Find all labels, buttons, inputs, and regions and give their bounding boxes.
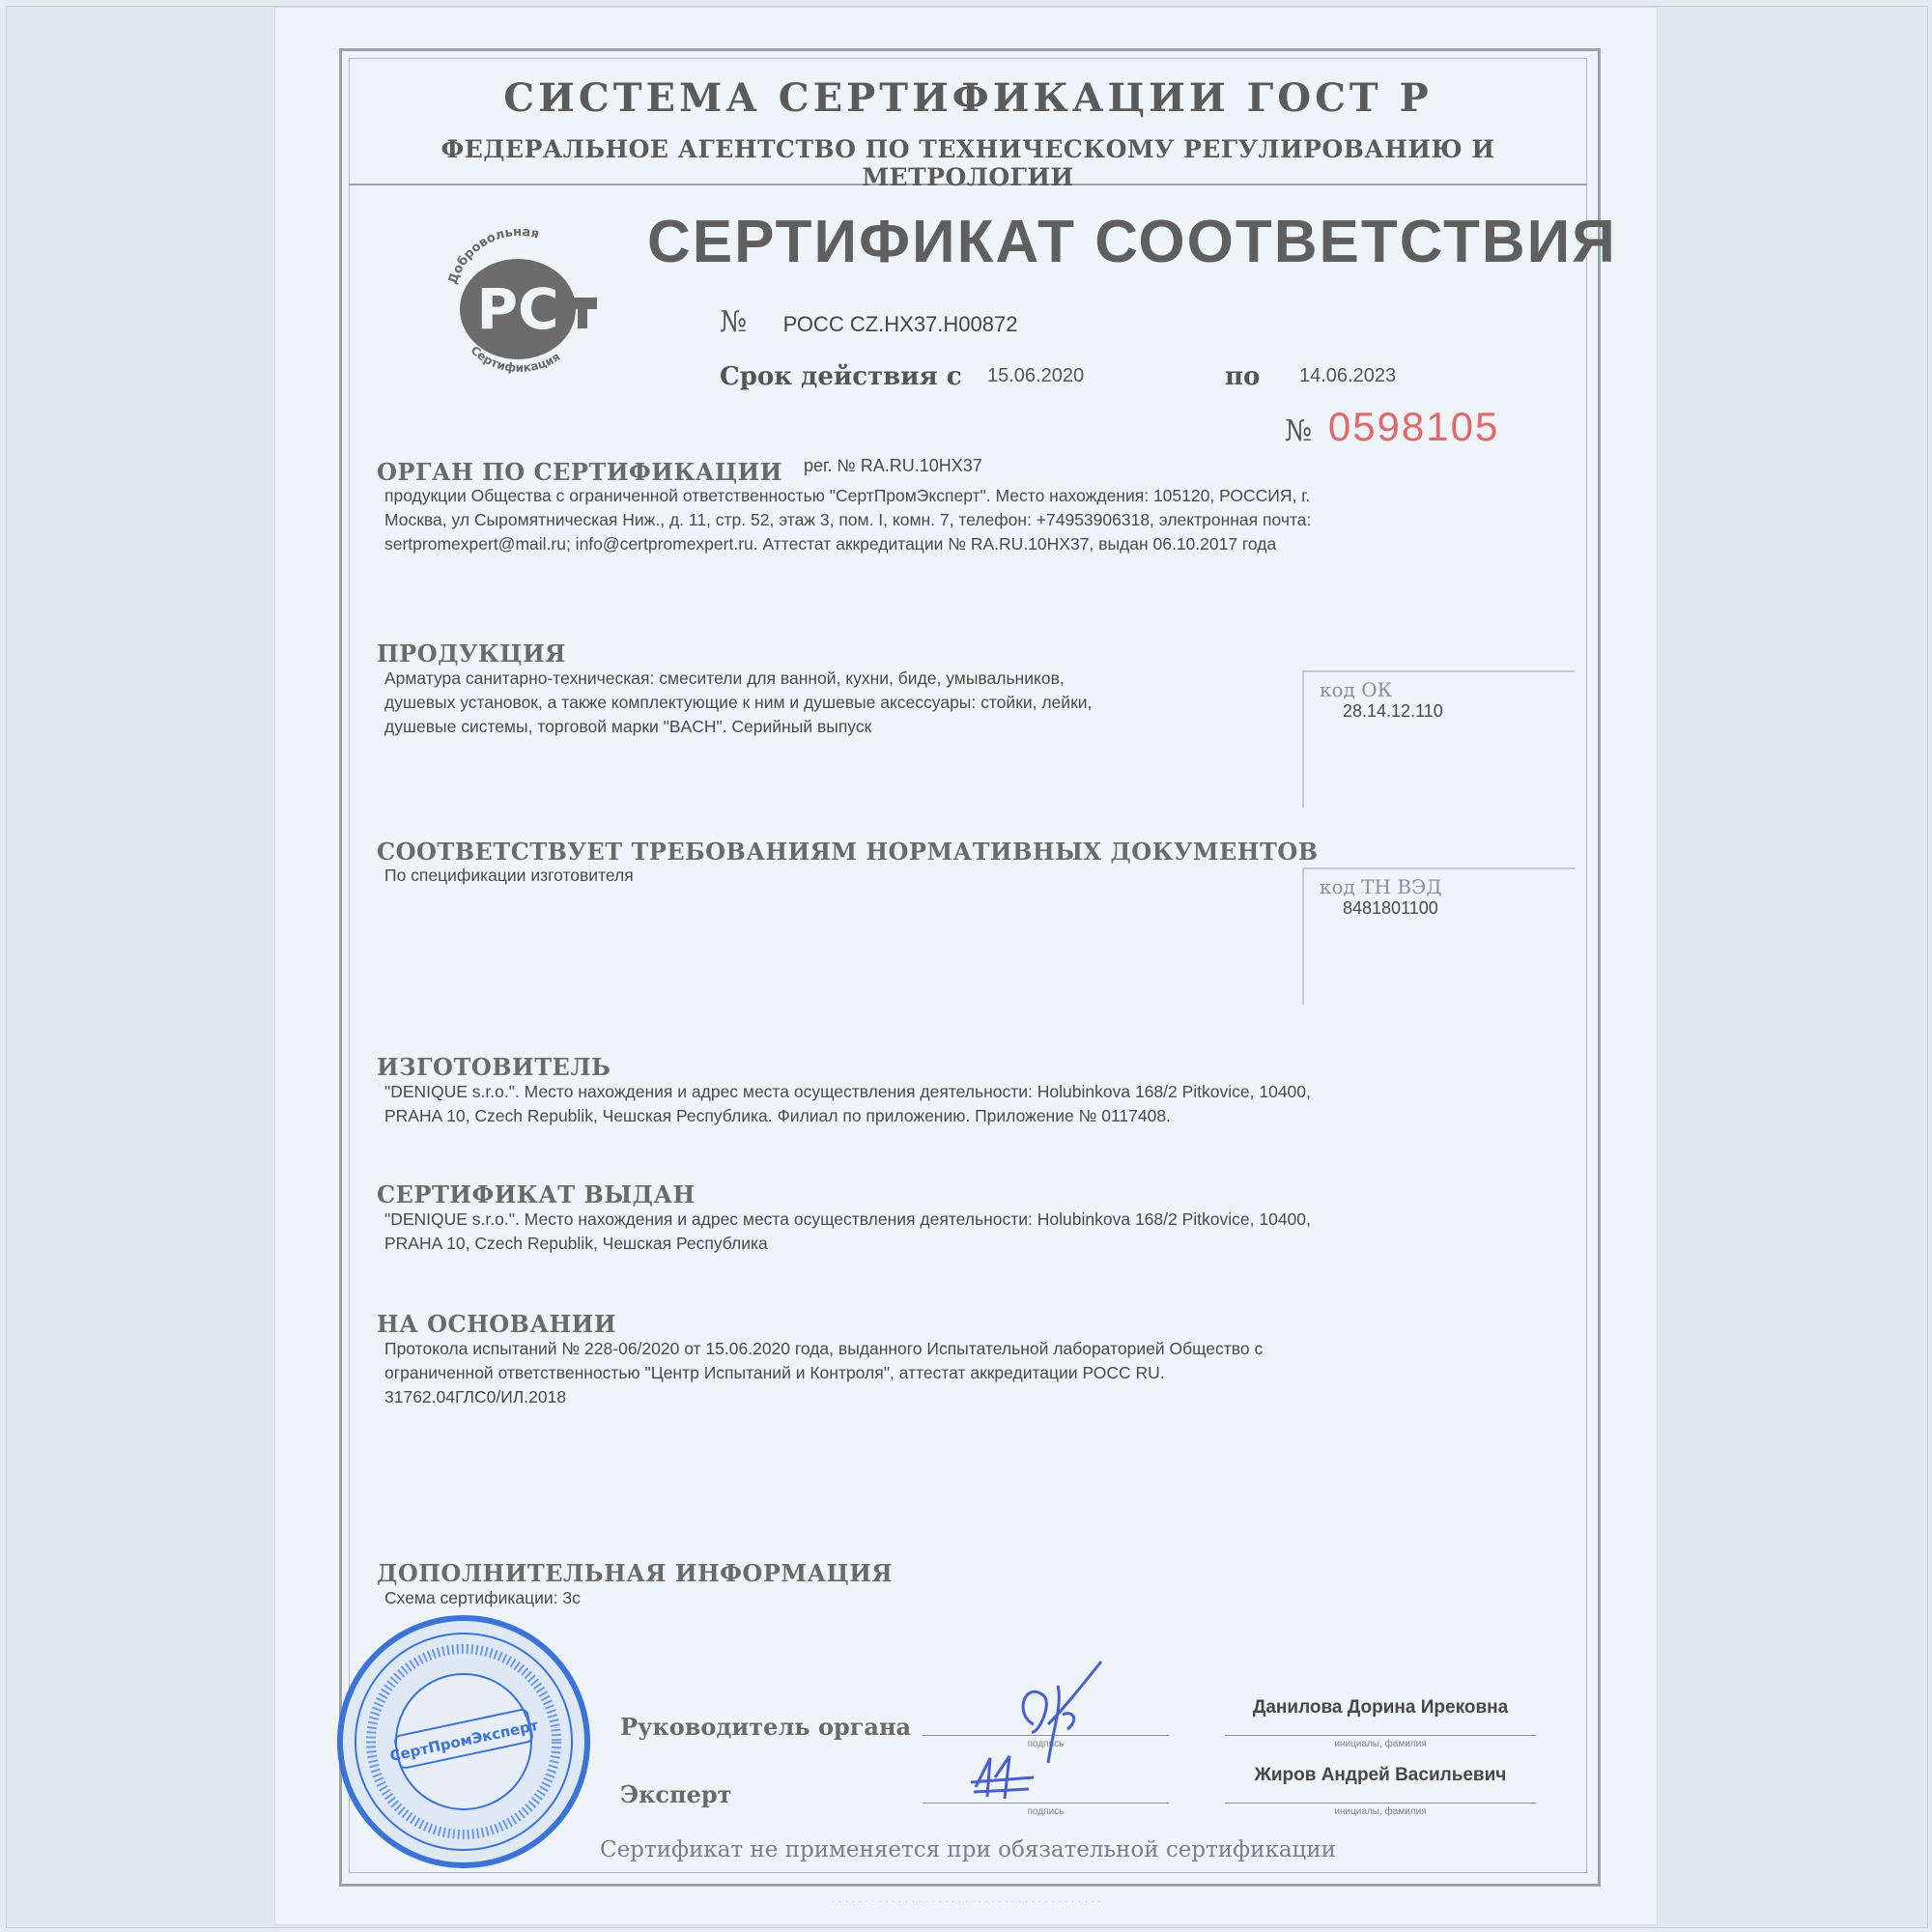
- manufacturer-text: [384, 1080, 1311, 1128]
- section-heading-cert-body: ОРГАН ПО СЕРТИФИКАЦИИ: [377, 458, 782, 486]
- certificate-number: РОСС CZ.HX37.H00872: [782, 312, 1018, 336]
- text-line: продукции Общества с ограниченной ответственностью "СертПромЭксперт". Место нахождения: 105120, РОССИЯ, г.: [384, 486, 1311, 505]
- organization-stamp: [333, 1611, 594, 1872]
- products-text: [384, 667, 1092, 739]
- cert-body-reg: рег. № RA.RU.10HX37: [804, 456, 982, 475]
- expert-signature-label: Эксперт: [620, 1780, 732, 1808]
- additional-text: [384, 1586, 581, 1610]
- logo-letters: РС: [476, 276, 559, 342]
- text-line: Арматура санитарно-техническая: смесители для ванной, кухни, биде, умывальников,: [384, 668, 1065, 688]
- conformity-text: [384, 864, 634, 888]
- stamp-text: СертПромЭксперт: [387, 1716, 540, 1766]
- head-name-line: [1225, 1735, 1536, 1736]
- expert-signature-hint: подпись: [1027, 1806, 1065, 1817]
- section-heading-conformity: СООТВЕТСТВУЕТ ТРЕБОВАНИЯМ НОРМАТИВНЫХ ДОКУМЕНТОВ: [377, 838, 1319, 866]
- text-line: душевые системы, торговой марки "BACH". Серийный выпуск: [384, 717, 872, 736]
- basis-text: [384, 1337, 1263, 1409]
- certificate-number-row: [720, 305, 1017, 339]
- head-signature-label: Руководитель органа: [620, 1713, 912, 1741]
- number-label: №: [720, 305, 748, 339]
- gost-r-logo: [433, 224, 607, 388]
- text-line: Протокола испытаний № 228-06/2020 от 15.06.2020 года, выданного Испытательной лабораторией Общество с: [384, 1339, 1264, 1358]
- section-heading-issued-to: СЕРТИФИКАТ ВЫДАН: [377, 1180, 696, 1208]
- section-heading-basis: НА ОСНОВАНИИ: [377, 1310, 617, 1338]
- text-line: Москва, ул Сыромятническая Ниж., д. 11, стр. 52, этаж 3, пом. I, комн. 7, телефон: +74953906318, электронная почта:: [384, 510, 1312, 529]
- head-name-hint: инициалы, фамилия: [1334, 1739, 1427, 1749]
- valid-to-label: по: [1225, 362, 1261, 391]
- text-line: "DENIQUE s.r.o.". Место нахождения и адрес места осуществления деятельности: Holubinkova 168/2 Pitkovice, 10400,: [384, 1209, 1311, 1229]
- expert-name: Жиров Андрей Васильевич: [1254, 1765, 1507, 1785]
- agency-name: ФЕДЕРАЛЬНОЕ АГЕНТСТВО ПО ТЕХНИЧЕСКОМУ РЕГУЛИРОВАНИЮ И МЕТРОЛОГИИ: [440, 135, 1495, 191]
- tnved-code-box: [1302, 867, 1575, 1005]
- expert-signature-line: [923, 1803, 1169, 1804]
- text-line: PRAHA 10, Czech Republik, Чешская Республика: [384, 1234, 768, 1253]
- expert-name-line: [1225, 1803, 1536, 1804]
- section-heading-manufacturer: ИЗГОТОВИТЕЛЬ: [377, 1053, 611, 1081]
- ok-code-label: код ОК: [1320, 678, 1393, 701]
- text-line: ограниченной ответственностью "Центр Испытаний и Контроля", аттестат аккредитации РОСС RU.: [384, 1363, 1165, 1382]
- system-title: СИСТЕМА СЕРТИФИКАЦИИ ГОСТ Р: [503, 75, 1433, 121]
- certificate-title: СЕРТИФИКАТ СООТВЕТСТВИЯ: [647, 209, 1617, 275]
- text-line: душевых установок, а также комплектующие к ним и душевые аксессуары: стойки, лейки,: [384, 693, 1093, 712]
- logo-top-arc: Добровольная: [445, 224, 541, 287]
- text-line: 31762.04ГЛС0/ИЛ.2018: [384, 1387, 567, 1406]
- serial-number-row: [1285, 404, 1499, 450]
- head-signature-hint: подпись: [1027, 1739, 1065, 1749]
- ok-code: 28.14.12.110: [1343, 701, 1443, 721]
- head-name: Данилова Дорина Ирековна: [1252, 1697, 1509, 1718]
- section-heading-products: ПРОДУКЦИЯ: [377, 639, 566, 668]
- serial-number: 0598105: [1327, 404, 1500, 449]
- section-heading-additional: ДОПОЛНИТЕЛЬНАЯ ИНФОРМАЦИЯ: [377, 1559, 894, 1587]
- text-line: sertpromexpert@mail.ru; info@certpromexpert.ru. Аттестат аккредитации № RA.RU.10HX37, выдан 06.10.2017 года: [384, 534, 1277, 554]
- tnved-code: 8481801100: [1343, 898, 1438, 918]
- ok-code-box: [1302, 670, 1575, 808]
- cert-body-text: [384, 484, 1311, 556]
- serial-label: №: [1285, 414, 1313, 448]
- expert-signature: [966, 1748, 1043, 1806]
- tnved-code-label: код ТН ВЭД: [1320, 875, 1442, 898]
- logo-bottom-arc: Сертификация: [468, 343, 563, 375]
- validity-label: Срок действия с: [720, 362, 962, 391]
- expert-name-hint: инициалы, фамилия: [1334, 1806, 1427, 1817]
- printer-imprint-line: · · · · · · · · · · · · · · · · · · · · · · · · · · · · · · · · · · · · · · · · ·: [832, 1897, 1102, 1906]
- text-line: По спецификации изготовителя: [384, 866, 634, 885]
- text-line: "DENIQUE s.r.o.". Место нахождения и адрес места осуществления деятельности: Holubinkova 168/2 Pitkovice, 10400,: [384, 1082, 1311, 1101]
- text-line: Схема сертификации: 3с: [384, 1588, 581, 1607]
- valid-from: 15.06.2020: [987, 365, 1085, 386]
- valid-to: 14.06.2023: [1299, 365, 1397, 386]
- text-line: PRAHA 10, Czech Republik, Чешская Республика. Филиал по приложению. Приложение № 0117408.: [384, 1106, 1171, 1125]
- issued-to-text: [384, 1208, 1311, 1256]
- footer-note: Сертификат не применяется при обязательной сертификации: [599, 1837, 1337, 1862]
